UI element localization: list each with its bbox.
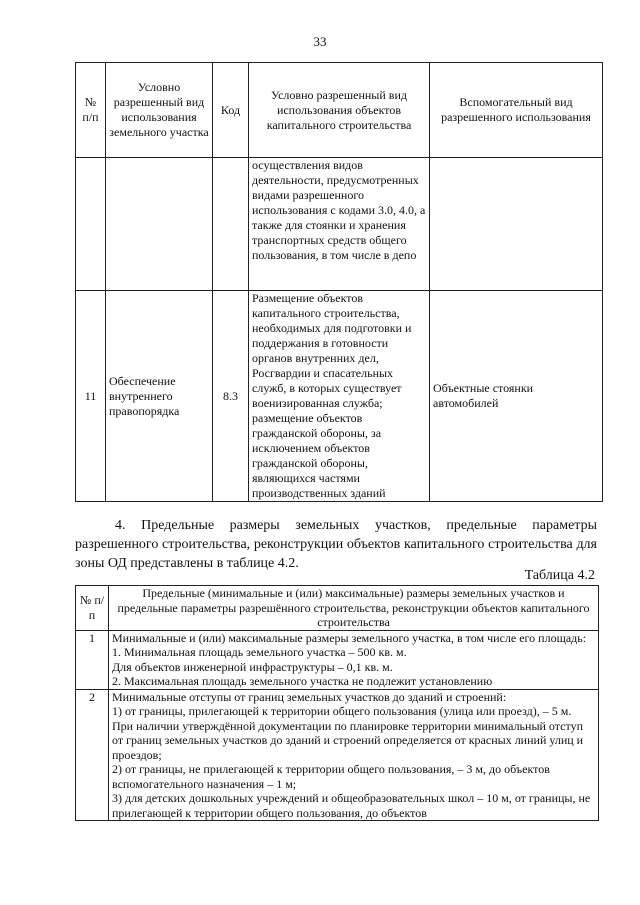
section-paragraph: 4. Предельные размеры земельных участков, предельные параметры разрешенного строительства, реконструкции объектов капитального строительства для зоны ОД представлены в таблице 4.2. [75, 518, 597, 571]
table-row [76, 689, 599, 821]
table-row [76, 291, 603, 502]
use-name: Обеспечение внутреннего правопорядка [106, 291, 213, 502]
header-auxiliary-use: Вспомогательный вид разрешенного использования [430, 63, 603, 158]
auxiliary-use: Объектные стоянки автомобилей [430, 291, 603, 502]
page-number: 33 [313, 34, 327, 49]
row-line: 1. Минимальная площадь земельного участка – 500 кв. м. [112, 645, 407, 659]
row-line: 2. Максимальная площадь земельного участка не подлежит установлению [112, 674, 493, 688]
continuation-text: осуществления видов деятельности, предусмотренных видами разрешенного использования с кодами 3.0, 4.0, а также для стоянки и хранения транспортных средств общего пользования, в том числе в депо [249, 158, 430, 291]
table-header-row [76, 63, 603, 158]
header-code: Код [213, 63, 249, 158]
header-building-use: Условно разрешенный вид использования объектов капитального строительства [249, 63, 430, 158]
row-line: 2) от границы, не прилегающей к территории общего пользования, – 3 м, до объектов вспомогательного назначения – 1 м; [112, 762, 550, 791]
limits-table [75, 585, 599, 821]
header-num: № п/п [76, 63, 106, 158]
row-number: 1 [76, 630, 109, 689]
table-header-row [76, 586, 599, 631]
row-content [109, 630, 599, 689]
use-description: Размещение объектов капитального строительства, необходимых для подготовки и поддержания в готовности органов внутренних дел, Росгвардии и спасательных служб, в которых существует военизированная служба; размещение объектов гражданской обороны, за исключением объектов гражданской обороны, являющихся частями производственных зданий [249, 291, 430, 502]
row-line: 1) от границы, прилегающей к территории общего пользования (улица или проезд), – 5 м. При наличии утверждённой документации по планировке территории минимальный отступ от границ земельных участков до зданий и строений определяется от красных линий улиц и проездов; [112, 704, 584, 762]
header-land-use: Условно разрешенный вид использования земельного участка [106, 63, 213, 158]
table-caption: Таблица 4.2 [524, 568, 595, 583]
row-line: 3) для детских дошкольных учреждений и общеобразовательных школ – 10 м, от границы, не прилегающей к территории общего пользования, до объектов [112, 791, 591, 820]
header-num: № п/п [76, 586, 109, 631]
use-code: 8.3 [213, 291, 249, 502]
table-row [76, 158, 603, 291]
row-number: 11 [76, 291, 106, 502]
row-line: Для объектов инженерной инфраструктуры – 0,1 кв. м. [112, 659, 393, 674]
row-content [109, 689, 599, 821]
row-number: 2 [76, 689, 109, 821]
permitted-use-table [75, 62, 603, 502]
header-parameters: Предельные (минимальные и (или) максимальные) размеры земельных участков и предельные параметры разрешённого строительства, реконструкции объектов капитального строительства [109, 586, 599, 631]
table-row [76, 630, 599, 689]
row-line: Минимальные отступы от границ земельных участков до зданий и строений: [112, 689, 507, 704]
row-line: Минимальные и (или) максимальные размеры земельного участка, в том числе его площадь: [112, 630, 587, 645]
